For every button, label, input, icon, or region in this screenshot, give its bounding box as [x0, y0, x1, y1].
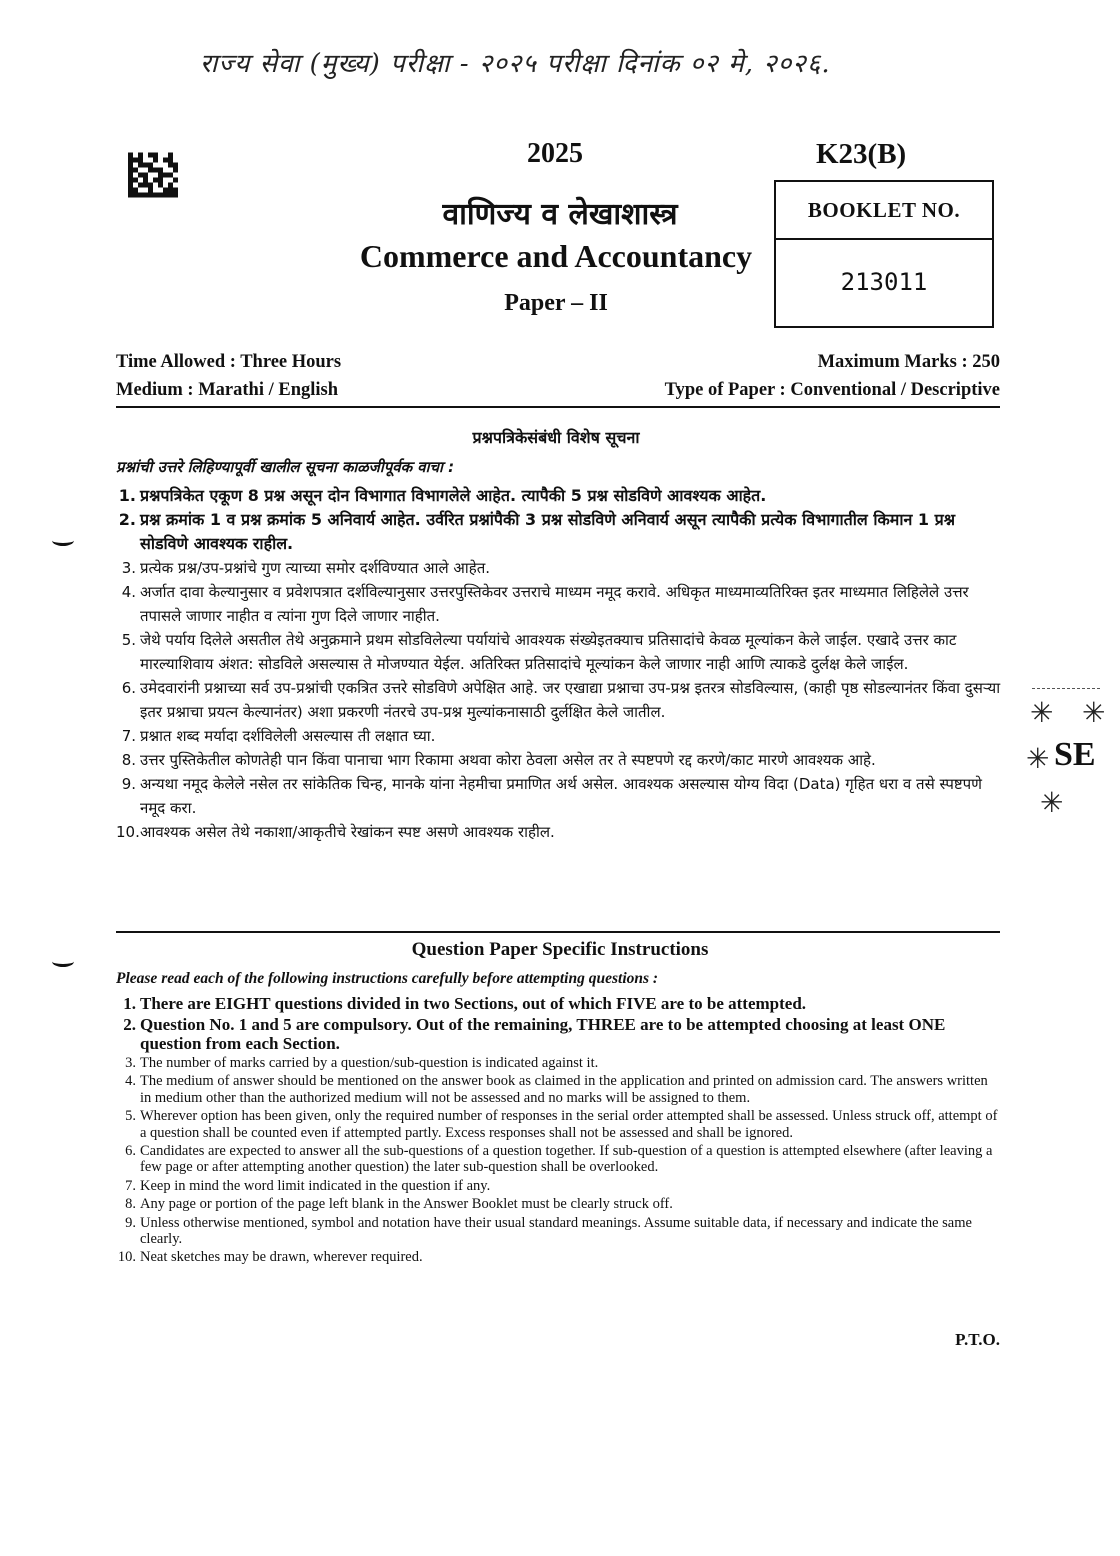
paper-number: Paper – II — [504, 290, 608, 316]
list-item — [116, 1178, 1002, 1194]
english-instructions-heading: Question Paper Specific Instructions — [411, 939, 709, 960]
item-text: Keep in mind the word limit indicated in the question if any. — [140, 1177, 491, 1194]
item-number: 3. — [121, 559, 136, 577]
paper-code: K23(B) — [816, 138, 907, 170]
secret-stamp — [1026, 688, 1106, 819]
item-text: उमेदवारांनी प्रश्नाच्या सर्व उप-प्रश्नांची एकत्रित उत्तरे सोडविणे अपेक्षित आहे. जर एखाद्या प्रश्नाचा उप-प्रश्न इतरत्र सोडविल्यास, (काही पृष्ठ सोडल्यानंतर किंवा दुसऱ्या इतर प्रश्नाचा प्रयत्न केल्यानंतर) अशा प्रकरणी नंतरचे उप-प्रश्न मुल्यांकनासाठी दुर्लक्षित केले जातील. — [140, 679, 1001, 721]
list-item — [116, 724, 1002, 748]
list-item — [116, 1196, 1002, 1212]
asterisk-icon: ✳ — [1040, 786, 1064, 819]
item-text: Question No. 1 and 5 are compulsory. Out of the remaining, THREE are to be attempted choosing at least ONE question from each Section. — [140, 1015, 946, 1053]
item-number: 6. — [125, 1143, 136, 1160]
item-text: Candidates are expected to answer all the sub-questions of a question together. If sub-question of a question is attempted elsewhere (after leaving a few page or after attempting another question) the later sub-question shall be overlooked. — [140, 1143, 993, 1176]
item-text: जेथे पर्याय दिलेले असतील तेथे अनुक्रमाने प्रथम सोडविलेल्या पर्यायांचे आवश्यक संख्येइतक्याच प्रतिसादांचे केवळ मूल्यांकन केले जाईल. एखादे उत्तर काट मारल्याशिवाय अंशत: सोडविले असल्यास ते मोजण्यात येईल. अतिरिक्त प्रतिसादांचे मूल्यांकन केले जाणार नाही आणि त्याकडे दुर्लक्ष केले जाईल. — [140, 631, 957, 673]
item-text: The number of marks carried by a question/sub-question is indicated against it. — [140, 1055, 599, 1071]
item-number: 7. — [121, 727, 136, 745]
item-text: There are EIGHT questions divided in two Sections, out of which FIVE are to be attempted. — [140, 994, 807, 1013]
booklet-label: BOOKLET NO. — [776, 182, 992, 240]
asterisk-icon: ✳ — [1082, 696, 1106, 729]
item-number: 4. — [125, 1073, 136, 1090]
item-number: 9. — [125, 1214, 136, 1231]
item-text: Unless otherwise mentioned, symbol and notation have their usual standard meanings. Assume suitable data, if necessary and indicate the same clearly. — [140, 1214, 972, 1248]
item-number: 5. — [121, 631, 136, 649]
item-number: 10. — [117, 1249, 136, 1266]
item-text: The medium of answer should be mentioned on the answer book as claimed in the application and printed on admission card. The answers written in medium other than the authorized medium will not be assessed and no marks will be assigned to them. — [140, 1073, 988, 1106]
punch-hole-mark — [52, 956, 74, 967]
item-text: अन्यथा नमूद केलेले नसेल तर सांकेतिक चिन्ह, मानके यांना नेहमीचा प्रमाणित अर्थ असेल. आवश्यक असल्यास योग्य विदा (Data) गृहित धरा व तसे स्पष्टपणे नमूद करा. — [140, 775, 982, 817]
item-text: आवश्यक असेल तेथे नकाशा/आकृतीचे रेखांकन स्पष्ट असणे आवश्यक राहील. — [140, 823, 555, 841]
item-number: 7. — [125, 1177, 136, 1194]
list-item — [116, 556, 1002, 580]
list-item — [116, 484, 1002, 508]
item-text: अर्जात दावा केल्यानुसार व प्रवेशपत्रात दर्शविल्यानुसार उत्तरपुस्तिकेवर उत्तराचे माध्यम नमूद करावे. अधिकृत माध्यमाव्यतिरिक्त इतर माध्यमात लिहिलेले उत्तर तपासले जाणार नाहीत व त्यांना गुण दिले जाणार नाहीत. — [140, 583, 969, 625]
item-number: 5. — [125, 1108, 136, 1125]
list-item — [116, 772, 1002, 820]
medium: Medium : Marathi / English — [116, 380, 339, 400]
booklet-number: 213011 — [840, 268, 928, 296]
item-number: 1. — [118, 486, 136, 505]
item-text: Any page or portion of the page left blank in the Answer Booklet must be clearly struck off. — [140, 1196, 673, 1213]
list-item — [116, 748, 1002, 772]
list-item — [116, 1015, 1002, 1053]
item-text: प्रश्न क्रमांक 1 व प्रश्न क्रमांक 5 अनिवार्य आहेत. उर्वरित प्रश्नांपैकी 3 प्रश्न सोडविणे अनिवार्य असून त्यापैकी प्रत्येक विभागातील किमान 1 प्रश्न सोडविणे आवश्यक राहील. — [140, 510, 956, 553]
marathi-instructions-intro: प्रश्नांची उत्तरे लिहिण्यापूर्वी खालील सूचना काळजीपूर्वक वाचा : — [116, 458, 455, 476]
item-number: 4. — [121, 583, 136, 601]
item-number: 10. — [116, 823, 140, 841]
list-item — [116, 580, 1002, 628]
item-text: Wherever option has been given, only the required number of responses in the serial order attempted shall be assessed. Unless struck off, attempt of a question shall be counted even if attempted partly. Excess responses shall not be assessed and shall be ignored. — [140, 1108, 998, 1141]
item-number: 1. — [123, 994, 136, 1013]
handwritten-exam-note: राज्य सेवा (मुख्य) परीक्षा - २०२५ परीक्षा दिनांक ०२ मे, २०२६. — [200, 49, 831, 79]
item-text: प्रश्नपत्रिकेत एकूण 8 प्रश्न असून दोन विभागात विभागलेले आहेत. त्यापैकी 5 प्रश्न सोडविणे आवश्यक आहेत. — [140, 486, 767, 505]
pto-label: P.T.O. — [955, 1330, 1000, 1349]
punch-hole-mark — [52, 535, 74, 546]
divider — [116, 931, 1000, 933]
stamp-text: SE — [1054, 736, 1096, 773]
list-item — [116, 676, 1002, 724]
marathi-instructions-heading: प्रश्नपत्रिकेसंबंधी विशेष सूचना — [472, 428, 640, 447]
list-item — [116, 820, 1002, 844]
item-text: उत्तर पुस्तिकेतील कोणतेही पान किंवा पानाचा भाग रिकामा अथवा कोरा ठेवला असेल तर ते स्पष्टपणे रद्द करणे/काट मारणे आवश्यक आहे. — [140, 751, 876, 769]
english-instructions-list — [116, 994, 1002, 1268]
exam-year — [0, 138, 1100, 170]
list-item — [116, 628, 1002, 676]
item-number: 6. — [121, 679, 136, 697]
list-item — [116, 1143, 1002, 1176]
item-text: Neat sketches may be drawn, wherever required. — [140, 1249, 423, 1266]
item-number: 3. — [125, 1055, 136, 1071]
paper-type: Type of Paper : Conventional / Descriptive — [664, 380, 1000, 400]
list-item — [116, 1108, 1002, 1141]
item-number: 8. — [121, 751, 136, 769]
maximum-marks: Maximum Marks : 250 — [817, 352, 1000, 372]
item-text: प्रत्येक प्रश्न/उप-प्रश्नांचे गुण त्याच्या समोर दर्शविण्यात आले आहेत. — [140, 559, 491, 577]
time-allowed: Time Allowed : Three Hours — [116, 352, 342, 372]
list-item — [116, 994, 1002, 1013]
marathi-instructions-list — [116, 484, 1002, 844]
subject-title-english: Commerce and Accountancy — [359, 238, 753, 274]
asterisk-icon: ✳ — [1026, 742, 1050, 775]
list-item — [116, 1215, 1002, 1248]
item-number: 9. — [121, 775, 136, 793]
item-text: प्रश्नात शब्द मर्यादा दर्शविलेली असल्यास ती लक्षात घ्या. — [140, 727, 436, 745]
english-instructions-intro: Please read each of the following instructions carefully before attempting questions : — [116, 970, 659, 987]
item-number: 2. — [123, 1015, 136, 1034]
divider — [116, 406, 1000, 408]
subject-title-marathi: वाणिज्य व लेखाशास्त्र — [442, 197, 678, 232]
item-number: 8. — [125, 1196, 136, 1213]
list-item — [116, 1073, 1002, 1106]
list-item — [116, 1055, 1002, 1071]
asterisk-icon: ✳ — [1030, 696, 1054, 729]
exam-year-text: 2025 — [527, 138, 583, 169]
stamp-dashed-border — [1032, 688, 1100, 689]
list-item — [116, 508, 1002, 556]
item-number: 2. — [118, 510, 136, 529]
list-item — [116, 1249, 1002, 1265]
